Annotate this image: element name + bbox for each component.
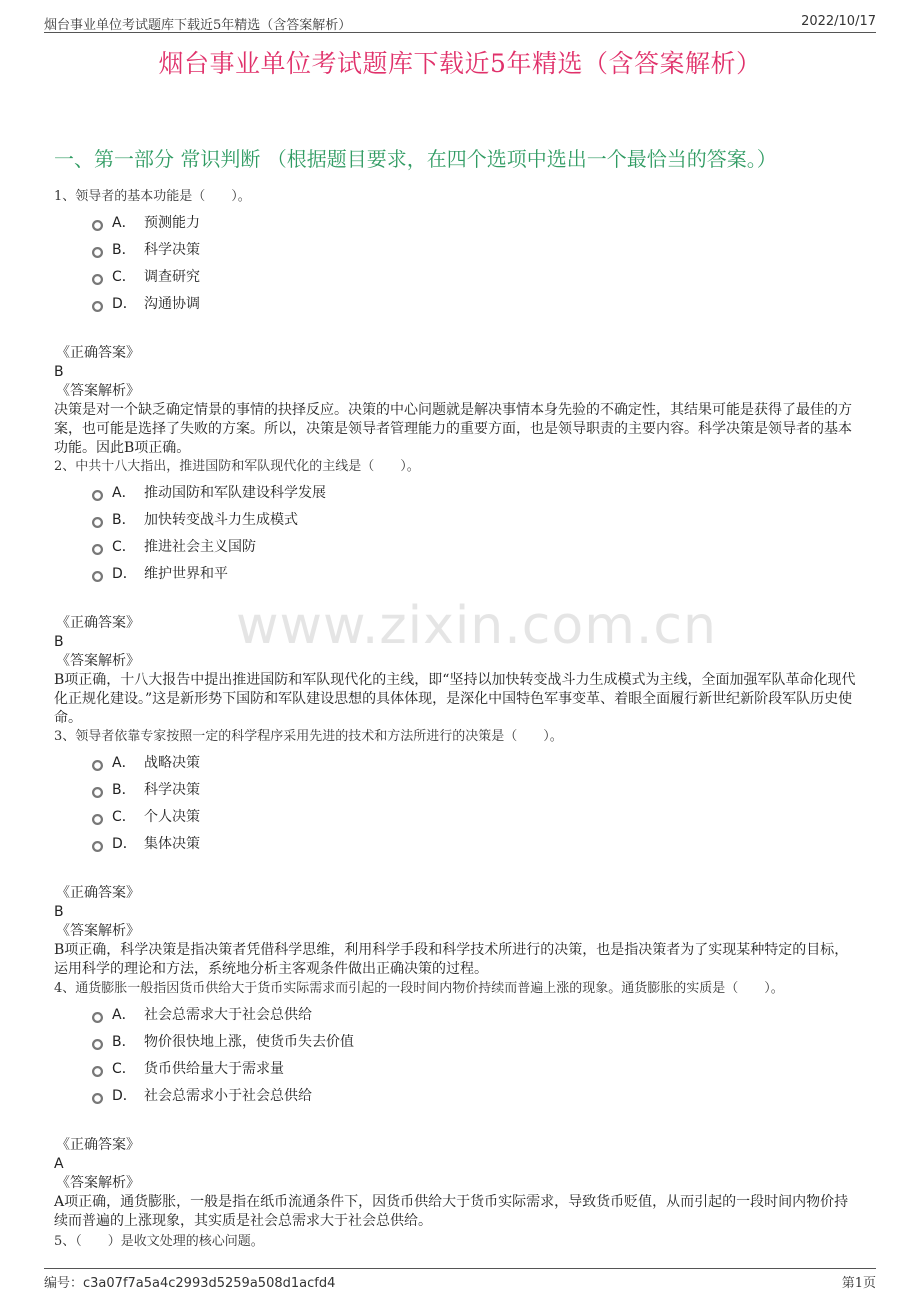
answer-label: 《正确答案》 — [56, 885, 140, 901]
option-c[interactable] — [54, 1056, 874, 1083]
radio-icon[interactable] — [92, 814, 103, 825]
option-letter: A． — [112, 1007, 136, 1023]
answer-block — [54, 1136, 874, 1231]
option-d[interactable] — [54, 1083, 874, 1110]
radio-icon[interactable] — [92, 247, 103, 258]
radio-icon[interactable] — [92, 841, 103, 852]
answer-value: B — [54, 364, 64, 380]
footer-divider — [44, 1268, 876, 1269]
option-text: 加快转变战斗力生成模式 — [144, 512, 298, 528]
question-4 — [54, 980, 874, 1231]
analysis-text: 决策是对一个缺乏确定情景的事情的抉择反应。决策的中心问题就是解决事情本身先验的不确定性，其结果可能是获得了最佳的方案，也可能是选择了失败的方案。所以，决策是领导者管理能力的重要方面，也是领导职责的主要内容。科学决策是领导者的基本功能。因此B项正确。 — [54, 402, 852, 456]
option-letter: C． — [112, 269, 136, 285]
question-stem: 5、（ ）是收文处理的核心问题。 — [54, 1234, 264, 1249]
analysis-label: 《答案解析》 — [56, 1175, 140, 1191]
option-a[interactable] — [54, 210, 874, 237]
radio-icon[interactable] — [92, 787, 103, 798]
option-text: 货币供给量大于需求量 — [144, 1061, 284, 1077]
option-text: 物价很快地上涨，使货币失去价值 — [144, 1034, 354, 1050]
option-letter: A． — [112, 485, 136, 501]
option-letter: A． — [112, 755, 136, 771]
option-text: 社会总需求大于社会总供给 — [144, 1007, 312, 1023]
answer-block — [54, 614, 874, 728]
question-stem: 3、领导者依靠专家按照一定的科学程序采用先进的技术和方法所进行的决策是（ ）。 — [54, 729, 563, 744]
option-a[interactable] — [54, 480, 874, 507]
radio-icon[interactable] — [92, 544, 103, 555]
code-label: 编号： — [44, 1276, 84, 1291]
answer-label: 《正确答案》 — [56, 345, 140, 361]
page-header — [44, 12, 876, 34]
option-letter: B． — [112, 512, 136, 528]
radio-icon[interactable] — [92, 517, 103, 528]
option-list — [54, 210, 874, 318]
option-text: 沟通协调 — [144, 296, 200, 312]
analysis-label: 《答案解析》 — [56, 923, 140, 939]
option-c[interactable] — [54, 804, 874, 831]
option-letter: D． — [112, 566, 137, 582]
analysis-label: 《答案解析》 — [56, 383, 140, 399]
answer-block — [54, 344, 874, 458]
option-text: 社会总需求小于社会总供给 — [144, 1088, 312, 1104]
option-letter: A． — [112, 215, 136, 231]
option-text: 战略决策 — [144, 755, 200, 771]
analysis-text: A项正确，通货膨胀，一般是指在纸币流通条件下，因货币供给大于货币实际需求，导致货币贬值，从而引起的一段时间内物价持续而普遍的上涨现象，其实质是社会总需求大于社会总供给。 — [54, 1194, 849, 1229]
radio-icon[interactable] — [92, 301, 103, 312]
question-5 — [54, 1233, 874, 1251]
radio-icon[interactable] — [92, 220, 103, 231]
radio-icon[interactable] — [92, 274, 103, 285]
header-date: 2022/10/17 — [801, 14, 876, 29]
option-letter: D． — [112, 1088, 137, 1104]
answer-label: 《正确答案》 — [56, 1137, 140, 1153]
radio-icon[interactable] — [92, 1066, 103, 1077]
radio-icon[interactable] — [92, 760, 103, 771]
option-d[interactable] — [54, 291, 874, 318]
option-b[interactable] — [54, 237, 874, 264]
radio-icon[interactable] — [92, 1012, 103, 1023]
option-letter: B． — [112, 242, 136, 258]
analysis-text: B项正确，科学决策是指决策者凭借科学思维，利用科学手段和科学技术所进行的决策，也是指决策者为了实现某种特定的目标，运用科学的理论和方法，系统地分析主客观条件做出正确决策的过程。 — [54, 942, 849, 977]
radio-icon[interactable] — [92, 1093, 103, 1104]
answer-block — [54, 884, 874, 979]
answer-label: 《正确答案》 — [56, 615, 140, 631]
option-text: 维护世界和平 — [144, 566, 228, 582]
option-letter: D． — [112, 836, 137, 852]
option-letter: D． — [112, 296, 137, 312]
option-text: 科学决策 — [144, 782, 200, 798]
option-text: 个人决策 — [144, 809, 200, 825]
answer-value: B — [54, 634, 64, 650]
question-3 — [54, 728, 874, 979]
question-stem: 1、领导者的基本功能是（ ）。 — [54, 189, 251, 204]
document-title: 烟台事业单位考试题库下载近5年精选（含答案解析） — [158, 49, 762, 78]
option-d[interactable] — [54, 831, 874, 858]
option-text: 预测能力 — [144, 215, 200, 231]
header-divider — [44, 32, 876, 33]
option-text: 科学决策 — [144, 242, 200, 258]
option-text: 集体决策 — [144, 836, 200, 852]
analysis-text: B项正确，十八大报告中提出推进国防和军队现代化的主线，即“坚持以加快转变战斗力生成模式为主线，全面加强军队革命化现代化正规化建设。”这是新形势下国防和军队建设思想的具体体现，是深化中国特色军事变革、着眼全面履行新世纪新阶段军队历史使命。 — [54, 672, 856, 726]
option-b[interactable] — [54, 1029, 874, 1056]
answer-value: A — [54, 1156, 64, 1172]
question-1 — [54, 188, 874, 458]
question-stem: 2、中共十八大指出，推进国防和军队现代化的主线是（ ）。 — [54, 459, 420, 474]
option-c[interactable] — [54, 264, 874, 291]
option-letter: C． — [112, 809, 136, 825]
option-letter: B． — [112, 782, 136, 798]
option-letter: B． — [112, 1034, 136, 1050]
question-2 — [54, 458, 874, 728]
option-list — [54, 480, 874, 588]
option-letter: C． — [112, 1061, 136, 1077]
radio-icon[interactable] — [92, 571, 103, 582]
option-a[interactable] — [54, 750, 874, 777]
option-list — [54, 750, 874, 858]
radio-icon[interactable] — [92, 490, 103, 501]
option-c[interactable] — [54, 534, 874, 561]
option-b[interactable] — [54, 777, 874, 804]
option-text: 调查研究 — [144, 269, 200, 285]
analysis-label: 《答案解析》 — [56, 653, 140, 669]
page-number: 第1页 — [841, 1276, 876, 1291]
option-b[interactable] — [54, 507, 874, 534]
option-text: 推进社会主义国防 — [144, 539, 256, 555]
radio-icon[interactable] — [92, 1039, 103, 1050]
code-value: c3a07f7a5a4c2993d5259a508d1acfd4 — [83, 1276, 336, 1291]
answer-value: B — [54, 904, 64, 920]
watermark: www.zixin.com.cn — [236, 596, 717, 656]
question-stem: 4、通货膨胀一般指因货币供给大于货币实际需求而引起的一段时间内物价持续而普遍上涨的现象。通货膨胀的实质是（ ）。 — [54, 981, 784, 996]
option-list — [54, 1002, 874, 1110]
option-text: 推动国防和军队建设科学发展 — [144, 485, 326, 501]
section-heading: 一、第一部分 常识判断 （根据题目要求，在四个选项中选出一个最恰当的答案。） — [54, 147, 777, 171]
option-letter: C． — [112, 539, 136, 555]
document-code — [44, 1272, 335, 1291]
option-d[interactable] — [54, 561, 874, 588]
option-a[interactable] — [54, 1002, 874, 1029]
header-title: 烟台事业单位考试题库下载近5年精选（含答案解析） — [44, 18, 352, 33]
